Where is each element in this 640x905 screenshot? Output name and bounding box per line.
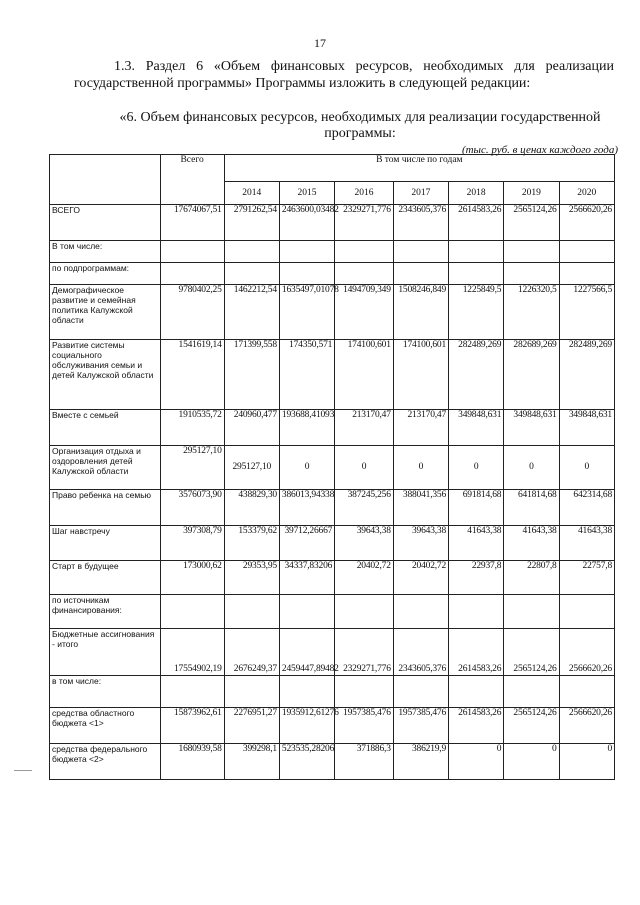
year-value: 213170,47 [335,410,394,446]
year-value: 295127,10 [224,446,279,490]
year-value: 41643,38 [559,526,614,561]
header-total: Всего [160,155,224,205]
empty-cell [335,595,394,629]
year-header: 2018 [449,182,504,205]
year-value: 0 [449,744,504,780]
year-value: 22807,8 [504,561,559,595]
table-row [50,561,615,595]
row-label: Демографическое развитие и семейная политика Калужской области [50,285,161,340]
year-value: 1957385,476 [335,708,394,744]
year-value: 642314,68 [559,490,614,526]
row-label: по источникам финансирования: [50,595,161,629]
year-value: 1935912,61276 [279,708,334,744]
year-value: 349848,631 [559,410,614,446]
year-value: 0 [279,446,334,490]
empty-cell [449,595,504,629]
year-value: 0 [504,744,559,780]
year-value: 240960,477 [224,410,279,446]
year-value: 2329271,776 [335,205,394,241]
empty-cell [449,241,504,263]
header-by-years: В том числе по годам [224,155,614,182]
year-value: 20402,72 [335,561,394,595]
year-header: 2019 [504,182,559,205]
row-total: 295127,10 [160,446,224,490]
year-value: 0 [393,446,448,490]
year-header: 2020 [559,182,614,205]
empty-cell [224,676,279,708]
row-label: ВСЕГО [50,205,161,241]
year-value: 2791262,54 [224,205,279,241]
page-number: 17 [314,36,326,50]
row-label: в том числе: [50,676,161,708]
year-header: 2014 [224,182,279,205]
year-value: 34337,83206 [279,561,334,595]
year-value: 1226320,5 [504,285,559,340]
year-value: 2614583,26 [449,629,504,676]
row-label: средства областного бюджета <1> [50,708,161,744]
table-row [50,595,615,629]
year-header: 2015 [279,182,334,205]
row-label: Старт в будущее [50,561,161,595]
table-row [50,263,615,285]
year-header: 2017 [393,182,448,205]
year-value: 641814,68 [504,490,559,526]
header-empty-cell [50,155,161,205]
section-title: «6. Объем финансовых ресурсов, необходимых для реализации государственной программы: [119,110,601,141]
year-value: 386013,94338 [279,490,334,526]
empty-cell [279,263,334,285]
empty-cell [160,595,224,629]
year-value: 387245,256 [335,490,394,526]
table-row [50,526,615,561]
row-label: В том числе: [50,241,161,263]
year-value: 1508246,849 [393,285,448,340]
empty-cell [279,676,334,708]
year-value: 523535,28206 [279,744,334,780]
year-value: 0 [504,446,559,490]
table-row [50,629,615,676]
empty-cell [160,676,224,708]
table-row [50,708,615,744]
year-value: 41643,38 [504,526,559,561]
empty-cell [335,241,394,263]
year-value: 2343605,376 [393,205,448,241]
empty-cell [279,241,334,263]
year-value: 2614583,26 [449,205,504,241]
year-value: 193688,41093 [279,410,334,446]
row-label: Развитие системы социального обслуживания семьи и детей Калужской области [50,340,161,410]
row-label: средства федерального бюджета <2> [50,744,161,780]
year-value: 39643,38 [335,526,394,561]
row-total: 173000,62 [160,561,224,595]
table-row [50,285,615,340]
header-row [50,155,615,182]
year-value: 1462212,54 [224,285,279,340]
year-value: 399298,1 [224,744,279,780]
table-row [50,446,615,490]
year-value: 153379,62 [224,526,279,561]
empty-cell [393,263,448,285]
year-value: 1227566,5 [559,285,614,340]
year-value: 691814,68 [449,490,504,526]
year-value: 41643,38 [449,526,504,561]
year-value: 213170,47 [393,410,448,446]
year-value: 1635497,01078 [279,285,334,340]
year-value: 371886,3 [335,744,394,780]
year-value: 174100,601 [335,340,394,410]
year-value: 0 [449,446,504,490]
year-value: 2566620,26 [559,629,614,676]
year-value: 282489,269 [449,340,504,410]
table-row [50,340,615,410]
year-value: 2565124,26 [504,205,559,241]
empty-cell [559,676,614,708]
empty-cell [335,263,394,285]
row-label: Бюджетные ассигнования - итого [50,629,161,676]
empty-cell [449,676,504,708]
empty-cell [393,676,448,708]
table-row [50,205,615,241]
empty-cell [335,676,394,708]
year-value: 20402,72 [393,561,448,595]
empty-cell [279,595,334,629]
financial-table [49,154,615,780]
year-value: 171399,558 [224,340,279,410]
row-total: 9780402,25 [160,285,224,340]
row-label: Вместе с семьей [50,410,161,446]
row-total: 397308,79 [160,526,224,561]
empty-cell [504,676,559,708]
year-value: 282489,269 [559,340,614,410]
year-value: 1957385,476 [393,708,448,744]
year-value: 0 [559,446,614,490]
year-header: 2016 [335,182,394,205]
row-label: Право ребенка на семью [50,490,161,526]
year-value: 0 [335,446,394,490]
empty-cell [160,263,224,285]
year-value: 388041,356 [393,490,448,526]
year-value: 2565124,26 [504,629,559,676]
year-value: 2565124,26 [504,708,559,744]
year-value: 2276951,27 [224,708,279,744]
year-value: 2566620,26 [559,205,614,241]
row-total: 1541619,14 [160,340,224,410]
year-value: 2614583,26 [449,708,504,744]
empty-cell [504,263,559,285]
table-row [50,241,615,263]
year-value: 2566620,26 [559,708,614,744]
empty-cell [160,241,224,263]
year-value: 282689,269 [504,340,559,410]
table-row [50,744,615,780]
year-value: 1225849,5 [449,285,504,340]
year-value: 349848,631 [504,410,559,446]
row-label: Организация отдыха и оздоровления детей Калужской области [50,446,161,490]
year-value: 386219,9 [393,744,448,780]
year-value: 174350,571 [279,340,334,410]
row-label: Шаг навстречу [50,526,161,561]
row-total: 17554902,19 [160,629,224,676]
table-row [50,410,615,446]
empty-cell [393,595,448,629]
empty-cell [559,241,614,263]
row-total: 15873962,61 [160,708,224,744]
empty-cell [224,263,279,285]
year-value: 174100,601 [393,340,448,410]
empty-cell [559,263,614,285]
year-value: 22757,8 [559,561,614,595]
year-value: 39643,38 [393,526,448,561]
year-value: 22937,8 [449,561,504,595]
empty-cell [449,263,504,285]
margin-mark [14,770,32,771]
table-row [50,490,615,526]
row-label: по подпрограммам: [50,263,161,285]
year-value: 2329271,776 [335,629,394,676]
year-value: 1494709,349 [335,285,394,340]
year-value: 39712,26667 [279,526,334,561]
row-total: 1910535,72 [160,410,224,446]
year-value: 2343605,376 [393,629,448,676]
intro-paragraph: 1.3. Раздел 6 «Объем финансовых ресурсов, необходимых для реализации государственной программы» Программы изложить в следующей редакции: [74,59,614,91]
empty-cell [224,241,279,263]
row-total: 3576073,90 [160,490,224,526]
empty-cell [504,595,559,629]
year-value: 0 [559,744,614,780]
year-value: 2459447,89482 [279,629,334,676]
unit-note: (тыс. руб. в ценах каждого года) [461,144,618,156]
row-total: 1680939,58 [160,744,224,780]
year-value: 29353,95 [224,561,279,595]
year-value: 2676249,37 [224,629,279,676]
table-row [50,676,615,708]
empty-cell [393,241,448,263]
empty-cell [224,595,279,629]
year-value: 2463600,03482 [279,205,334,241]
empty-cell [559,595,614,629]
year-value: 438829,30 [224,490,279,526]
row-total: 17674067,51 [160,205,224,241]
empty-cell [504,241,559,263]
year-value: 349848,631 [449,410,504,446]
